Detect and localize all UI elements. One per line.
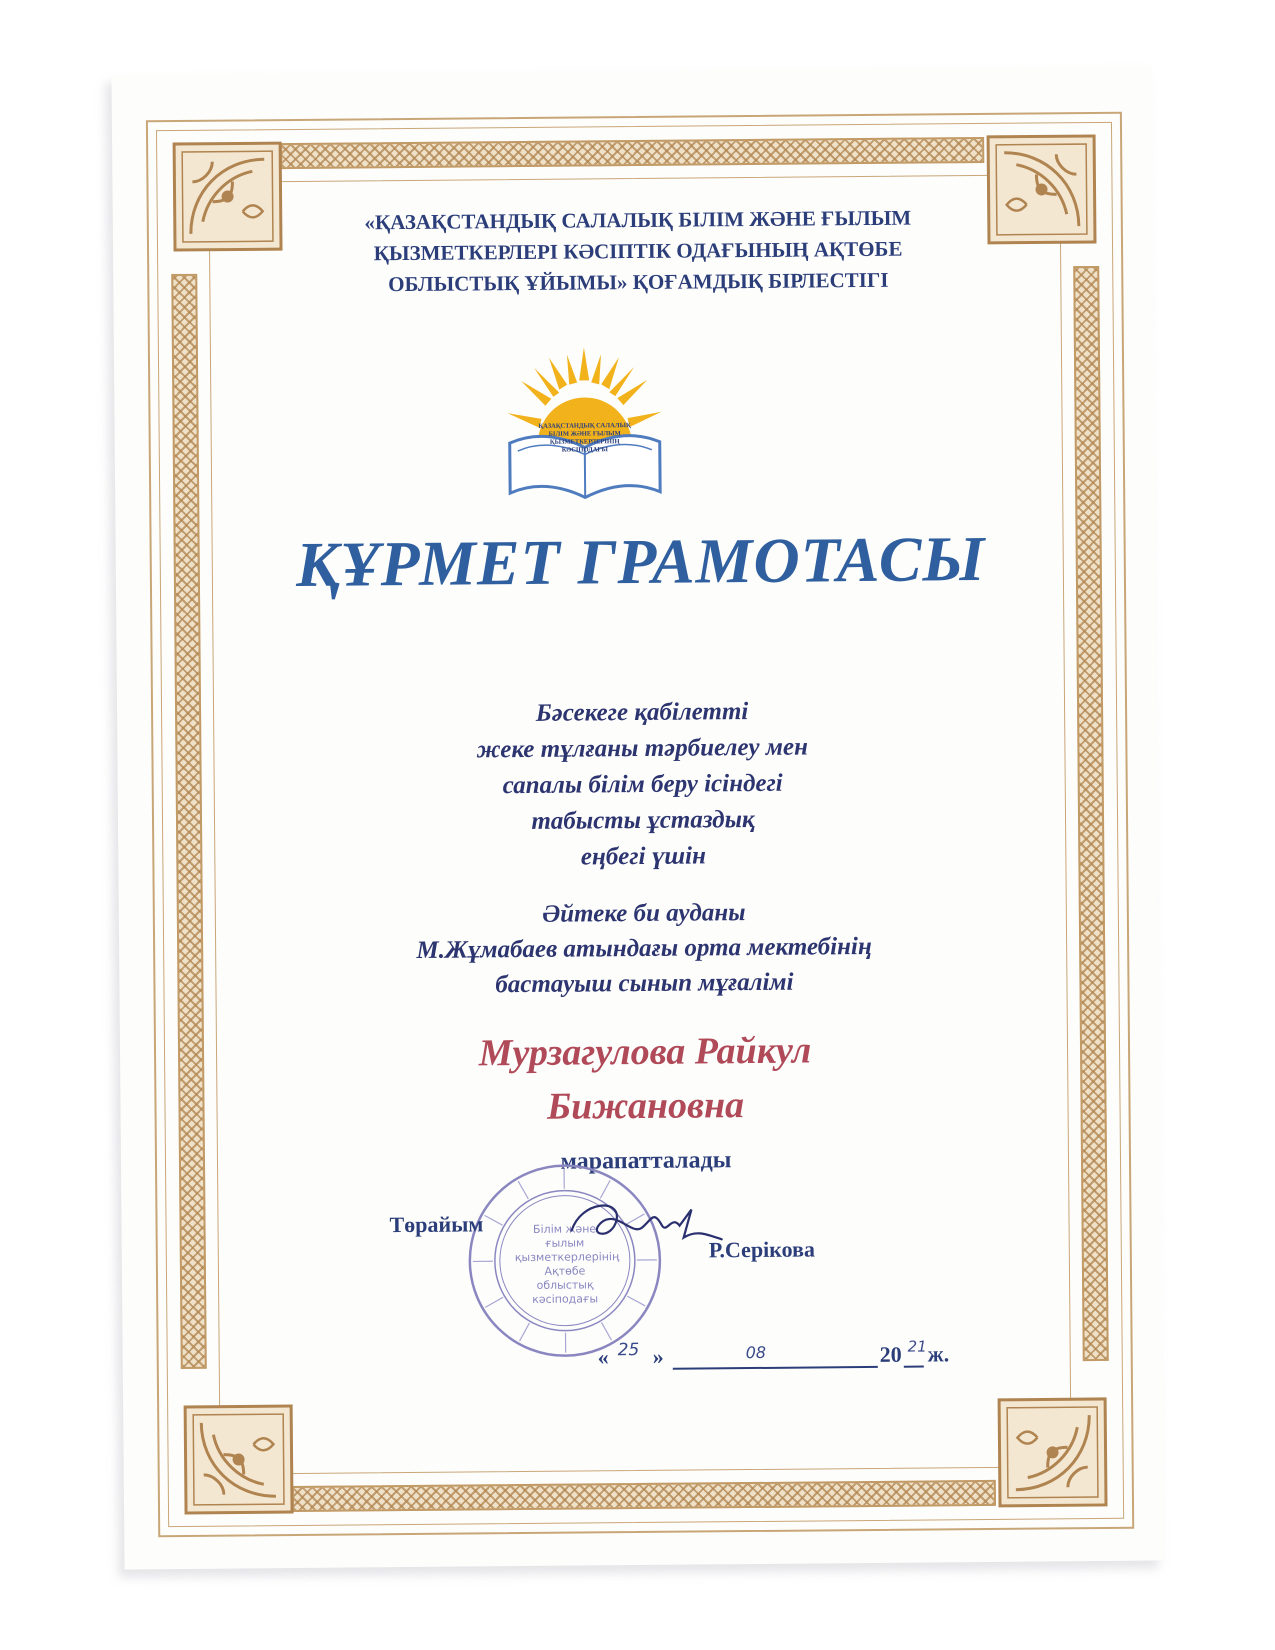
signatory-role: Төрайым bbox=[389, 1211, 484, 1238]
date-day: 25 bbox=[617, 1340, 640, 1361]
awarded-text: марапатталады bbox=[560, 1147, 732, 1175]
organization-line: ОБЛЫСТЫҚ ҰЙЫМЫ» ҚОҒАМДЫҚ БІРЛЕСТІГІ bbox=[388, 267, 889, 297]
date-month-underline bbox=[673, 1366, 878, 1370]
sun-book-emblem-icon bbox=[489, 332, 680, 504]
signatory-name: Р.Серікова bbox=[708, 1236, 816, 1263]
certificate-title: ҚҰРМЕТ ГРАМОТАСЫ bbox=[295, 522, 986, 600]
date-month: 08 bbox=[745, 1342, 767, 1363]
recipient-position: Әйтеке би ауданы М.Жұмабаев атындағы орта мектебінің бастауыш сынып мұғалімі bbox=[416, 899, 872, 999]
emblem-caption: ҚАЗАҚСТАНДЫҚ САЛАЛЫҚ БІЛІМ ЖӘНЕ ҒЫЛЫМ ҚЫЗМЕТКЕРЛЕРІНІҢ КӘСІПОДАҒЫ bbox=[538, 422, 631, 454]
organization-line: «ҚАЗАҚСТАНДЫҚ САЛАЛЫҚ БІЛІМ ЖӘНЕ ҒЫЛЫМ bbox=[364, 205, 912, 235]
recipient-name: Мурзагулова Райкул Бижановна bbox=[478, 1029, 812, 1128]
date-year-abbr: ж. bbox=[927, 1341, 950, 1367]
stamp-caption: Білім және ғылым қызметкерлерінің Ақтөбе облыстық кәсіподағы bbox=[514, 1222, 620, 1306]
corner-ornament-icon bbox=[183, 1404, 294, 1515]
date-close-quote: » bbox=[652, 1343, 664, 1369]
organization-heading bbox=[233, 201, 1044, 301]
date-year-prefix: 20 bbox=[879, 1341, 902, 1367]
date-year-suffix: 21 bbox=[907, 1337, 927, 1356]
issue-date bbox=[597, 1327, 977, 1380]
certificate-sheet bbox=[111, 65, 1164, 1569]
signature-icon bbox=[561, 1189, 732, 1260]
corner-ornament-icon bbox=[997, 1397, 1108, 1508]
organization-line: ҚЫЗМЕТКЕРЛЕРІ КӘСІПТІК ОДАҒЫНЫҢ АҚТӨБЕ bbox=[373, 236, 903, 266]
date-year-underline bbox=[904, 1366, 924, 1368]
date-open-quote: « bbox=[597, 1344, 609, 1370]
award-reason: Бәсекеге қабілетті жеке тұлғаны тәрбиелеу мен сапалы білім беру ісіндегі табысты ұстаздық еңбегі үшін bbox=[476, 698, 809, 871]
